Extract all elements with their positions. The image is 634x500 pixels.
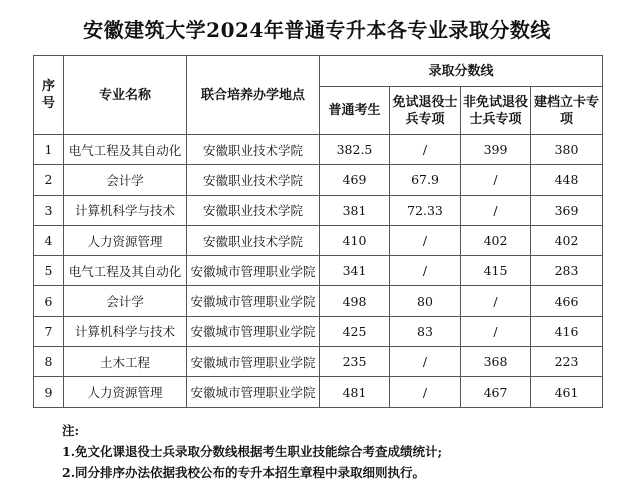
cell-exempt-veteran: / [390,135,461,165]
header-location: 联合培养办学地点 [187,56,320,135]
header-non-exempt-veteran: 非免试退役士兵专项 [461,87,531,135]
cell-major: 会计学 [64,286,187,316]
cell-exempt-veteran: / [390,225,461,255]
header-score-group: 录取分数线 [320,56,603,87]
cell-non-exempt-veteran: / [461,316,531,346]
cell-exempt-veteran: 67.9 [390,165,461,195]
cell-major: 人力资源管理 [64,225,187,255]
cell-location: 安徽城市管理职业学院 [187,256,320,286]
cell-location: 安徽职业技术学院 [187,135,320,165]
cell-major: 会计学 [64,165,187,195]
cell-index: 3 [34,195,64,225]
cell-registered-card: 448 [531,165,603,195]
notes-label: 注: [62,423,80,438]
header-exempt-veteran: 免试退役士兵专项 [390,87,461,135]
cell-location: 安徽城市管理职业学院 [187,347,320,377]
cell-regular: 341 [320,256,390,286]
cell-registered-card: 461 [531,377,603,407]
cell-exempt-veteran: / [390,347,461,377]
table-row [34,225,603,255]
cell-regular: 410 [320,225,390,255]
cell-exempt-veteran: 83 [390,316,461,346]
table-row [34,316,603,346]
cell-exempt-veteran: 80 [390,286,461,316]
cell-non-exempt-veteran: / [461,286,531,316]
cell-location: 安徽职业技术学院 [187,195,320,225]
cell-location: 安徽职业技术学院 [187,225,320,255]
cell-regular: 381 [320,195,390,225]
cell-regular: 469 [320,165,390,195]
cell-exempt-veteran: 72.33 [390,195,461,225]
cell-non-exempt-veteran: / [461,165,531,195]
cell-non-exempt-veteran: 467 [461,377,531,407]
note-item: 2.同分排序办法依据我校公布的专升本招生章程中录取细则执行。 [62,465,426,480]
header-major: 专业名称 [64,56,187,135]
cell-regular: 481 [320,377,390,407]
cell-index: 1 [34,135,64,165]
table-row [34,256,603,286]
cell-exempt-veteran: / [390,256,461,286]
cell-index: 2 [34,165,64,195]
cell-registered-card: 416 [531,316,603,346]
cell-regular: 382.5 [320,135,390,165]
note-item: 1.免文化课退役士兵录取分数线根据考生职业技能综合考查成绩统计; [62,444,443,459]
cell-registered-card: 380 [531,135,603,165]
cell-index: 8 [34,347,64,377]
cell-regular: 498 [320,286,390,316]
cell-major: 计算机科学与技术 [64,316,187,346]
cell-index: 7 [34,316,64,346]
cell-registered-card: 283 [531,256,603,286]
cell-location: 安徽城市管理职业学院 [187,377,320,407]
cell-registered-card: 466 [531,286,603,316]
cell-location: 安徽城市管理职业学院 [187,316,320,346]
cell-index: 6 [34,286,64,316]
cell-registered-card: 223 [531,347,603,377]
table-row [34,347,603,377]
cell-non-exempt-veteran: 368 [461,347,531,377]
cell-major: 人力资源管理 [64,377,187,407]
table-row [34,286,603,316]
cell-registered-card: 369 [531,195,603,225]
cell-index: 9 [34,377,64,407]
header-registered-card: 建档立卡专项 [531,87,603,135]
table-row [34,377,603,407]
cell-location: 安徽职业技术学院 [187,165,320,195]
cell-location: 安徽城市管理职业学院 [187,286,320,316]
cell-major: 土木工程 [64,347,187,377]
score-table [33,55,603,408]
cell-registered-card: 402 [531,225,603,255]
cell-index: 5 [34,256,64,286]
cell-exempt-veteran: / [390,377,461,407]
notes [62,420,442,483]
cell-non-exempt-veteran: 402 [461,225,531,255]
page-title: 安徽建筑大学2024年普通专升本各专业录取分数线 [83,18,551,42]
cell-non-exempt-veteran: / [461,195,531,225]
cell-non-exempt-veteran: 399 [461,135,531,165]
header-index: 序号 [34,56,64,135]
cell-non-exempt-veteran: 415 [461,256,531,286]
cell-index: 4 [34,225,64,255]
cell-major: 电气工程及其自动化 [64,256,187,286]
table-row [34,135,603,165]
table-row [34,165,603,195]
cell-regular: 425 [320,316,390,346]
table-row [34,195,603,225]
cell-major: 电气工程及其自动化 [64,135,187,165]
cell-major: 计算机科学与技术 [64,195,187,225]
cell-regular: 235 [320,347,390,377]
header-regular: 普通考生 [320,87,390,135]
